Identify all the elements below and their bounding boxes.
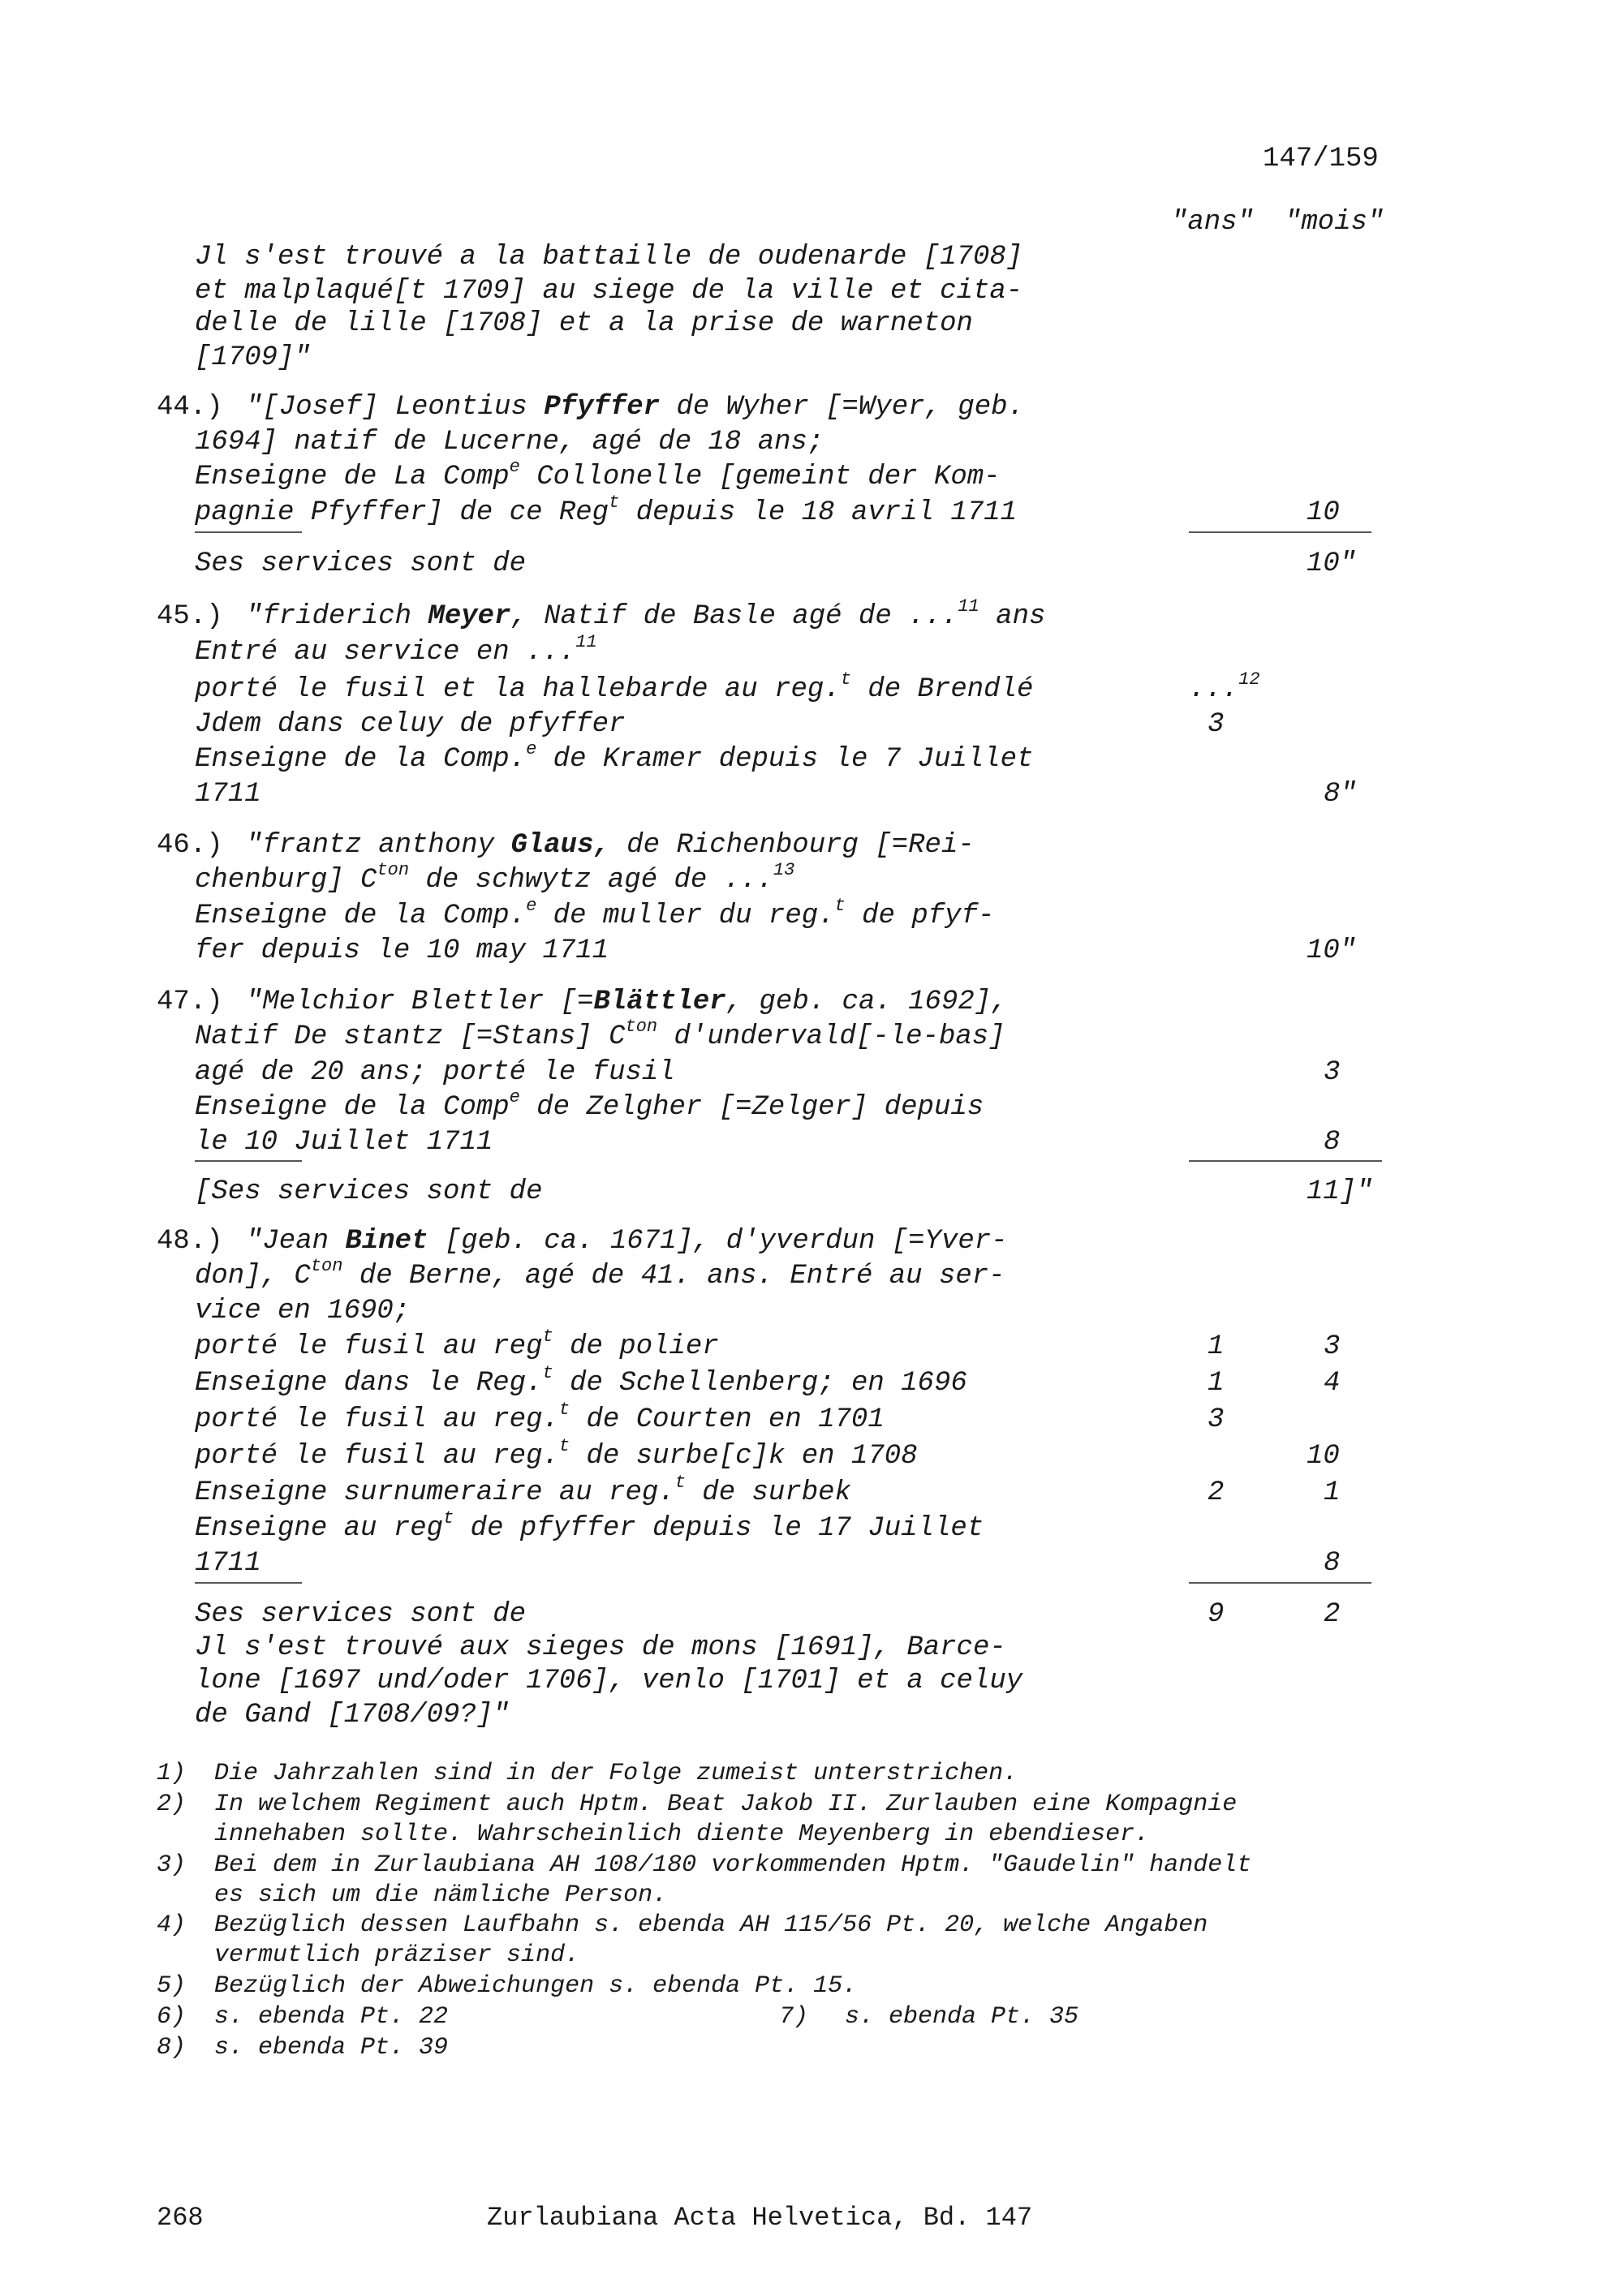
footnote-marker: 6) (157, 2003, 187, 2031)
footnote-marker: 2) (157, 1791, 187, 1818)
footnote-text: s. ebenda Pt. 35 (845, 2003, 1079, 2031)
entry-line: "Melchior Blettler [=Blättler, geb. ca. 1692], (246, 987, 1008, 1017)
services-total-months: 10" (1307, 548, 1357, 579)
service-row: porté le fusil au reg.$^t$ de Courten en 1701 (195, 1399, 885, 1435)
services-total-label: Ses services sont de (195, 1599, 527, 1630)
underline (195, 1160, 302, 1162)
entry-line: porté le fusil et la hallebarde au reg.$^t$ de Brendlé (195, 669, 1034, 705)
entry-line: lone [1697 und/oder 1706], venlo [1701] et a celuy (195, 1666, 1023, 1696)
entry-line: "friderich Meyer, Natif de Basle agé de ...$^{11}$ ans (246, 595, 1046, 632)
services-total-label: [Ses services sont de (195, 1176, 543, 1207)
entry-number: 44.) (157, 392, 223, 423)
months-value: 10" (1307, 935, 1357, 966)
intro-line: [1709]" (195, 342, 311, 373)
footnote-marker: 3) (157, 1851, 187, 1879)
page-number: 268 (157, 2203, 204, 2233)
months-value: 10 (1307, 1441, 1340, 1472)
intro-line: Jl s'est trouvé a la battaille de oudenarde [1708] (195, 242, 1023, 273)
entry-line: Jl s'est trouvé aux sieges de mons [1691], Barce- (195, 1632, 1006, 1663)
intro-line: delle de lille [1708] et a la prise de warneton (195, 308, 973, 339)
service-row: porté le fusil au reg$^t$ de polier (195, 1326, 719, 1362)
services-total-years: 9 (1208, 1599, 1225, 1630)
entry-line: 1694] natif de Lucerne, agé de 18 ans; (195, 427, 824, 458)
footnote-text: vermutlich präziser sind. (214, 1941, 580, 1969)
underline (195, 1582, 302, 1584)
entry-line: Enseigne de La Comp$^e$ Collonelle [gemeint der Kom- (195, 456, 1001, 492)
footnote-text: s. ebenda Pt. 22 (214, 2003, 449, 2031)
footnote-marker: 5) (157, 1972, 187, 2000)
footnote-text: Bezüglich dessen Laufbahn s. ebenda AH 115/56 Pt. 20, welche Angaben (214, 1911, 1208, 1939)
footnote-marker: 8) (157, 2034, 187, 2062)
service-row: Enseigne surnumeraire au reg.$^t$ de surbek (195, 1472, 851, 1508)
services-total-months: 11]" (1307, 1176, 1373, 1207)
months-value: 8 (1324, 1548, 1341, 1579)
sum-rule (1189, 1582, 1371, 1584)
entry-line: le 10 Juillet 1711 (195, 1127, 493, 1158)
entry-number: 48.) (157, 1226, 223, 1257)
column-header-ans: "ans" (1171, 207, 1255, 238)
service-row: Enseigne au reg$^t$ de pfyffer depuis le 17 Juillet (195, 1507, 984, 1544)
service-row: porté le fusil au reg.$^t$ de surbe[c]k en 1708 (195, 1435, 918, 1472)
entry-line: Enseigne de la Comp.$^e$ de muller du reg.$^t$ de pfyf- (195, 895, 995, 931)
years-value: 2 (1208, 1477, 1225, 1508)
footnote-text: Die Jahrzahlen sind in der Folge zumeist unterstrichen. (214, 1760, 1018, 1787)
intro-line: et malplaqué[t 1709] au siege de la ville et cita- (195, 276, 1023, 307)
entry-number: 47.) (157, 987, 223, 1017)
months-value: 4 (1324, 1368, 1341, 1399)
entry-line: Entré au service en ...$^{11}$ (195, 631, 597, 668)
entry-line: Enseigne de la Comp$^e$ de Zelgher [=Zelger] depuis (195, 1086, 984, 1123)
entry-line: vice en 1690; (195, 1296, 411, 1326)
entry-line: Enseigne de la Comp.$^e$ de Kramer depuis le 7 Juillet (195, 738, 1034, 775)
entry-line: "[Josef] Leontius Pfyffer de Wyher [=Wyer, geb. (246, 392, 1024, 423)
underline (195, 531, 302, 533)
page-reference: 147/159 (1263, 144, 1379, 174)
footnote-marker: 1) (157, 1760, 187, 1787)
column-header-mois: "mois" (1285, 207, 1384, 238)
sum-rule (1189, 1160, 1382, 1162)
footnote-text: Bei dem in Zurlaubiana AH 108/180 vorkommenden Hptm. "Gaudelin" handelt (214, 1851, 1252, 1879)
entry-line: 1711 (195, 779, 261, 810)
years-value: ...$^{12}$ (1189, 669, 1260, 705)
footnote-marker: 4) (157, 1911, 187, 1939)
entry-line: "frantz anthony Glaus, de Richenbourg [=Rei- (246, 830, 975, 861)
footnote-text: s. ebenda Pt. 39 (214, 2034, 449, 2062)
months-value: 10 (1307, 497, 1340, 528)
footnote-text: In welchem Regiment auch Hptm. Beat Jakob II. Zurlauben eine Kompagnie (214, 1791, 1238, 1818)
entry-line: "Jean Binet [geb. ca. 1671], d'yverdun [=Yver- (246, 1226, 1008, 1257)
entry-line: Natif De stantz [=Stans] $C^{ton}$ d'undervald[-le-bas] (195, 1016, 1005, 1052)
entry-line: Jdem dans celuy de pfyffer (195, 709, 626, 740)
services-total-label: Ses services sont de (195, 548, 527, 579)
footnote-marker: 7) (779, 2003, 809, 2031)
months-value: 8 (1324, 1127, 1341, 1158)
months-value: 8" (1324, 779, 1357, 810)
footnote-text: Bezüglich der Abweichungen s. ebenda Pt. 15. (214, 1972, 858, 2000)
entry-line: agé de 20 ans; porté le fusil (195, 1057, 675, 1088)
series-title: Zurlaubiana Acta Helvetica, Bd. 147 (487, 2203, 1033, 2233)
years-value: 3 (1208, 709, 1225, 740)
footnote-text: innehaben sollte. Wahrscheinlich diente Meyenberg in ebendieser. (214, 1821, 1150, 1848)
footnote-text: es sich um die nämliche Person. (214, 1881, 668, 1909)
service-row: Enseigne dans le Reg.$^t$ de Schellenberg; en 1696 (195, 1362, 967, 1399)
months-value: 3 (1324, 1057, 1341, 1088)
services-total-months: 2 (1324, 1599, 1341, 1630)
entry-number: 46.) (157, 830, 223, 861)
years-value: 1 (1208, 1331, 1225, 1362)
entry-line: chenburg] $C^{ton}$ de schwytz agé de ...$^{13}$ (195, 859, 795, 896)
entry-line: de Gand [1708/09?]" (195, 1700, 510, 1731)
entry-number: 45.) (157, 601, 223, 632)
entry-line: pagnie Pfyffer] de ce Reg$^t$ depuis le 18 avril 1711 (195, 492, 1017, 528)
entry-line: fer depuis le 10 may 1711 (195, 935, 609, 966)
years-value: 3 (1208, 1404, 1225, 1435)
months-value: 1 (1324, 1477, 1341, 1508)
months-value: 3 (1324, 1331, 1341, 1362)
years-value: 1 (1208, 1368, 1225, 1399)
sum-rule (1189, 531, 1371, 533)
entry-line: 1711 (195, 1548, 261, 1579)
entry-line: don], $C^{ton}$ de Berne, agé de 41. ans. Entré au ser- (195, 1255, 1005, 1292)
